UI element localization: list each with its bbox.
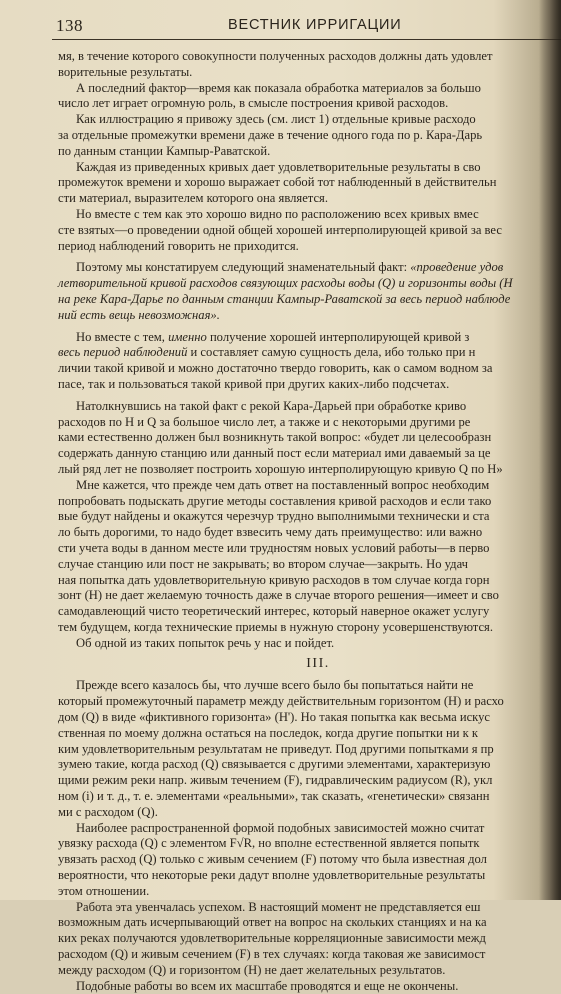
text-run: А последний фактор—время как показала обработка материалов за большо	[76, 80, 481, 95]
text-line	[58, 557, 558, 573]
text-line	[58, 573, 558, 589]
text-line	[58, 330, 558, 346]
text-run: ким удовлетворительным результатам не приведут. Под другими попытками я пр	[58, 741, 494, 756]
text-line	[58, 726, 558, 742]
text-run: по данным станции Кампыр-Раватской.	[58, 143, 271, 158]
text-run: сти материал, выразителем которого она является.	[58, 191, 328, 206]
text-line	[58, 175, 558, 191]
text-line	[58, 931, 558, 947]
text-run: дом (Q) в виде «фиктивного горизонта» (Н'). Но такая попытка как весьма искус	[58, 710, 490, 725]
text-line	[58, 361, 558, 377]
text-line	[58, 462, 558, 478]
text-line	[58, 223, 558, 239]
text-run: возможным дать исчерпывающий ответ на вопрос на скольких станциях и на ка	[58, 915, 487, 930]
text-run: Натолкнувшись на такой факт с рекой Кара-Дарьей при обработке криво	[76, 398, 467, 413]
text-run: вероятности, что некоторые реки дадут вполне удовлетворительные результаты	[58, 868, 486, 883]
text-line	[58, 868, 558, 884]
text-run: который промежуточный параметр между действительным горизонтом (Н) и расхо	[58, 694, 504, 709]
text-line	[58, 742, 558, 758]
text-run: щими режим реки напр. живым течением (F), гидравлическим радиусом (R), укл	[58, 773, 493, 788]
italic-run: «проведение удов	[410, 260, 504, 275]
text-line	[58, 979, 558, 994]
text-run: ная попытка дать удовлетворительную кривую расходов в том случае когда горн	[58, 572, 490, 587]
text-line	[58, 588, 558, 604]
text-line	[58, 620, 558, 636]
text-run: этом отношении.	[58, 883, 150, 898]
text-line	[58, 65, 558, 81]
italic-run: ний есть вещь невозможная».	[58, 307, 220, 322]
text-run: сте взятых—о проведении одной общей хорошей интерполирующей кривой за вес	[58, 222, 502, 237]
text-run: увязку расхода (Q) с элементом F√R, но вполне естественной является попытк	[58, 836, 480, 851]
text-run: Прежде всего казалось бы, что лучше всего было бы попытаться найти не	[76, 678, 474, 693]
text-line	[58, 292, 558, 308]
text-line	[58, 852, 558, 868]
article-body	[58, 49, 558, 994]
book-spine-shadow	[539, 0, 561, 900]
text-line	[58, 81, 558, 97]
text-run: Как иллюстрацию я привожу здесь (см. лист 1) отдельные кривые расходо	[76, 112, 476, 127]
page-header	[0, 0, 561, 40]
text-run: между расходом (Q) и горизонтом (Н) не дает желательных результатов.	[58, 962, 446, 977]
text-line	[58, 430, 558, 446]
text-line	[58, 963, 558, 979]
running-title: ВЕСТНИК ИРРИГАЦИИ	[228, 17, 402, 33]
header-rule	[52, 39, 561, 40]
text-line	[58, 947, 558, 963]
text-line	[58, 308, 558, 324]
italic-run: на реке Кара-Дарье по данным станции Кампыр-Раватской за весь период наблюде	[58, 291, 511, 306]
italic-run: именно	[168, 329, 207, 344]
text-run: Каждая из приведенных кривых дает удовлетворительные результаты в сво	[76, 159, 481, 174]
text-run: попробовать подыскать другие методы составления кривой расходов и если тако	[58, 493, 492, 508]
text-line	[58, 525, 558, 541]
text-run: период наблюдений говорить не приходится.	[58, 238, 299, 253]
text-line	[58, 915, 558, 931]
text-line	[58, 541, 558, 557]
text-run: тем будущем, когда технические приемы в нужную сторону усовершенствуются.	[58, 619, 493, 634]
text-line	[58, 160, 558, 176]
text-line	[58, 836, 558, 852]
text-line	[58, 144, 558, 160]
text-run: за отдельные промежутки времени даже в течение одного года по р. Кара-Дарь	[58, 127, 483, 142]
text-run: расходов по Н и Q за большое число лет, а также и с некоторыми другими ре	[58, 414, 471, 429]
text-line	[58, 377, 558, 393]
text-line	[58, 636, 558, 652]
page-number: 138	[56, 16, 83, 35]
text-run: и составляет самую сущность дела, ибо только при н	[187, 345, 476, 360]
text-run: лый ряд лет не позволяет построить хорошую интерполирующую кривую Q по Н»	[58, 461, 503, 476]
text-line	[58, 276, 558, 292]
text-line	[58, 128, 558, 144]
italic-run: весь период наблюдений	[58, 345, 188, 360]
text-run: содержать данную станцию или данный пост если материал ими даваемый за це	[58, 446, 491, 461]
text-run: самодавлеющий чисто теоретический интерес, который наверное окажет услугу	[58, 604, 490, 619]
text-line	[58, 694, 558, 710]
text-line	[58, 446, 558, 462]
text-run: Об одной из таких попыток речь у нас и пойдет.	[76, 635, 335, 650]
text-run: ких реках получаются удовлетворительные корреляционные зависимости межд	[58, 931, 486, 946]
text-run: Наиболее распространенной формой подобных зависимостей можно считат	[76, 820, 485, 835]
text-line	[58, 604, 558, 620]
text-run: ками естественно должен был возникнуть такой вопрос: «будет ли целесообразн	[58, 430, 492, 445]
text-run: вые будут найдены и окажутся черезчур трудно выполнимыми технически и ста	[58, 509, 490, 524]
text-line	[58, 96, 558, 112]
text-run: зумею такие, когда расход (Q) связывается с другими элементами, характеризую	[58, 757, 491, 772]
text-run: получение хорошей интерполирующей кривой з	[206, 329, 470, 344]
text-line	[58, 239, 558, 255]
text-run: Мне кажется, что прежде чем дать ответ на поставленный вопрос необходим	[76, 477, 490, 492]
text-line	[58, 191, 558, 207]
text-line	[58, 345, 558, 361]
text-line	[58, 260, 558, 276]
text-run: сти учета воды в данном месте или трудностям новых условий работы—в перво	[58, 540, 490, 555]
text-line	[58, 478, 558, 494]
text-line	[58, 821, 558, 837]
text-line	[58, 207, 558, 223]
text-run: зонт (Н) не дает желаемую точность даже в случае второго решения—имеет и сво	[58, 588, 499, 603]
text-line	[58, 710, 558, 726]
text-run: ло быть дорогими, то надо будет взвесить чему дать преимущество: или важно	[58, 525, 483, 540]
text-run: личии такой кривой и можно достаточно твердо говорить, как о самом водном за	[58, 361, 493, 376]
text-run: случае станцию или пост не закрывать; во втором случае—закрыть. Но удач	[58, 556, 468, 571]
text-line	[58, 900, 558, 916]
text-line	[58, 494, 558, 510]
text-run: ворительные результаты.	[58, 64, 193, 79]
section-heading: III.	[306, 656, 330, 672]
text-run: Работа эта увенчалась успехом. В настоящий момент не представляется еш	[76, 899, 481, 914]
text-line	[58, 112, 558, 128]
text-run: Но вместе с тем как это хорошо видно по расположению всех кривых вмес	[76, 206, 479, 221]
text-line	[58, 399, 558, 415]
text-line	[58, 884, 558, 900]
text-run: ми с расходом (Q).	[58, 804, 158, 819]
text-run: Но вместе с тем,	[76, 329, 169, 344]
text-line	[58, 789, 558, 805]
text-line	[58, 509, 558, 525]
text-run: ственная по моему должна остаться на последок, когда другие попытки ни к к	[58, 725, 479, 740]
text-run: промежуток времени и хорошо выражает собой тот наблюденный в действительн	[58, 175, 497, 190]
text-run: расходом (Q) и живым сечением (F) в тех случаях: когда таковая же зависимост	[58, 947, 486, 962]
text-line	[58, 415, 558, 431]
text-line	[58, 678, 558, 694]
text-line	[58, 757, 558, 773]
text-line	[58, 805, 558, 821]
text-run: ном (i) и т. д., т. е. элементами «реальными», так сказать, «генетически» связанн	[58, 789, 490, 804]
text-line	[58, 49, 558, 65]
text-run: мя, в течение которого совокупности полученных расходов должны дать удовлет	[58, 49, 493, 63]
text-line	[58, 773, 558, 789]
text-run: число лет играет огромную роль, в смысле построения кривой расходов.	[58, 96, 449, 111]
text-run: увязать расход (Q) только с живым сечением (F) потому что была известная дол	[58, 852, 487, 867]
italic-run: летворительной кривой расходов связующих расходы воды (Q) и горизонты воды (Н	[58, 276, 513, 291]
text-run: пасе, так и пользоваться такой кривой при других каких-либо подсчетах.	[58, 376, 450, 391]
text-run: Подобные работы во всем их масштабе проводятся и еще не окончены.	[76, 978, 459, 993]
text-run: Поэтому мы констатируем следующий знаменательный факт:	[76, 260, 411, 275]
